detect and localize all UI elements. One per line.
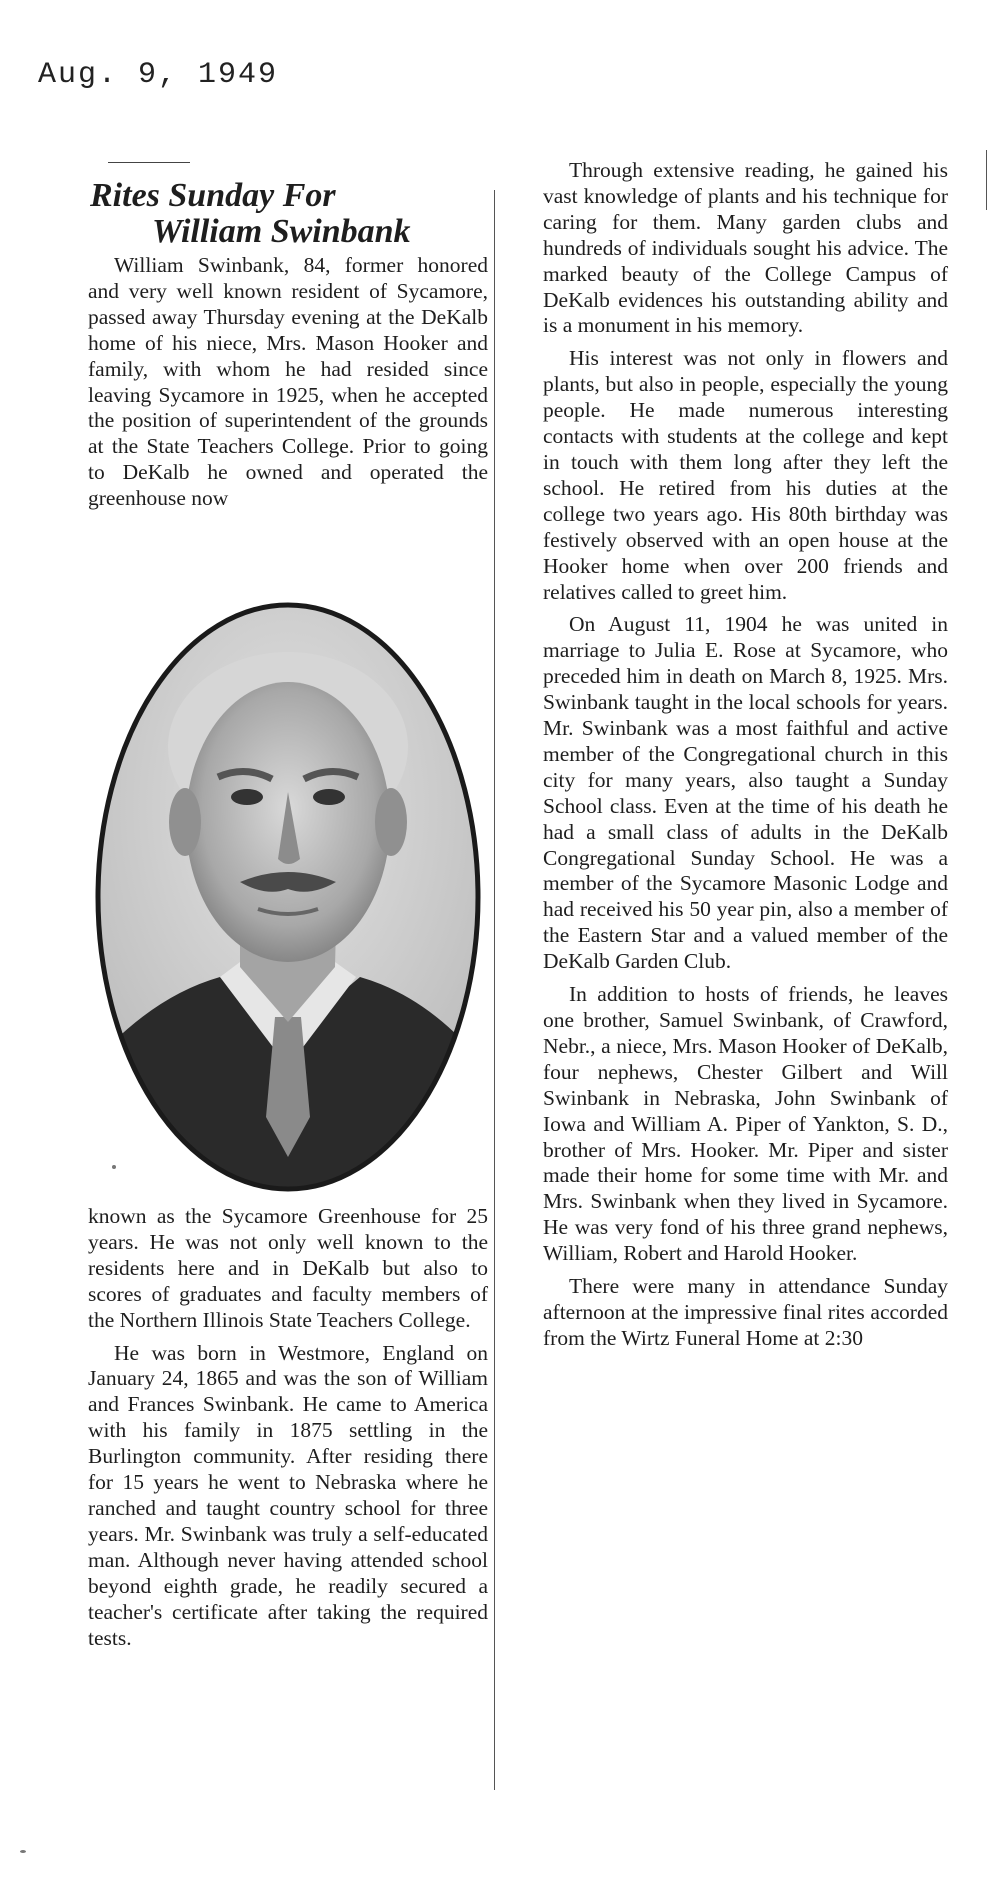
column-divider xyxy=(494,190,495,1790)
obituary-paragraph-5: On August 11, 1904 he was united in marriage to Julia E. Rose at Sycamore, who preceded him in death on March 8, 1925. Mrs. Swinbank taught in the local schools for years. Mr. Swinbank was a most faithful and active member of the Congregational church in this city for many years, also taught a Sunday School class. Even at the time of his death he had a small class of adults in the DeKalb Congregational Sunday School. He was a member of the Sycamore Masonic Lodge and had received his 50 year pin, also a member of the Eastern Star and a valued member of the DeKalb Garden Club. xyxy=(543,612,948,974)
right-column xyxy=(543,158,948,1352)
clipping-date: Aug. 9, 1949 xyxy=(38,58,279,92)
portrait-photo xyxy=(90,597,486,1197)
headline-line-2: William Swinbank xyxy=(152,213,411,250)
headline-line-1: Rites Sunday For xyxy=(90,177,336,214)
right-edge-rule xyxy=(986,150,987,210)
headline xyxy=(88,178,488,250)
scan-speck xyxy=(112,1165,116,1169)
obituary-paragraph-2: He was born in Westmore, England on January 24, 1865 and was the son of William and Frances Swinbank. He came to America with his family in 1875 settling in the Burlington community. After residing there for 15 years he went to Nebraska where he ranched and taught country school for three years. Mr. Swinbank was truly a self-educated man. Although never having attended school beyond eighth grade, he readily secured a teacher's certificate after taking the required tests. xyxy=(88,1340,488,1650)
headline-rule xyxy=(108,162,190,163)
portrait-illustration xyxy=(90,597,486,1197)
obituary-paragraph-6: In addition to hosts of friends, he leaves one brother, Samuel Swinbank, of Crawford, Nebr., a niece, Mrs. Mason Hooker of DeKalb, four nephews, Chester Gilbert and Will Swinbank in Nebraska, John Swinbank of Iowa and William A. Piper of Yankton, S. D., brother of Mrs. Hooker. Mr. Piper and sister made their home for some time with Mr. and Mrs. Swinbank when they lived in Sycamore. He was very fond of his three grand nephews, William, Robert and Harold Hooker. xyxy=(543,982,948,1266)
left-column-continued xyxy=(88,1204,488,1651)
obituary-paragraph-3: Through extensive reading, he gained his vast knowledge of plants and his technique for caring for them. Many garden clubs and hundreds of individuals sought his advice. The marked beauty of the College Campus of DeKalb evidences his outstanding ability and is a monument in his memory. xyxy=(543,158,948,338)
obituary-paragraph-4: His interest was not only in flowers and plants, but also in people, especially the young people. He made numerous interesting contacts with students at the college and kept in touch with them long after they left the school. He retired from his duties at the college two years ago. His 80th birthday was festively observed with an open house at the Hooker home when over 200 friends and relatives called to greet him. xyxy=(543,346,948,604)
obituary-paragraph-1-continued: known as the Sycamore Greenhouse for 25 years. He was not only well known to the residents here and in DeKalb but also to scores of graduates and faculty members of the Northern Illinois State Teachers College. xyxy=(88,1204,488,1332)
obituary-paragraph-7: There were many in attendance Sunday afternoon at the impressive final rites accorded from the Wirtz Funeral Home at 2:30 xyxy=(543,1274,948,1350)
obituary-paragraph-1: William Swinbank, 84, former honored and very well known resident of Sycamore, passed away Thursday evening at the DeKalb home of his niece, Mrs. Mason Hooker and family, with whom he had resided since leaving Sycamore in 1925, when he accepted the position of superintendent of the grounds at the State Teachers College. Prior to going to DeKalb he owned and operated the greenhouse now xyxy=(88,253,488,511)
scan-speck xyxy=(20,1850,26,1853)
left-column xyxy=(88,178,488,512)
